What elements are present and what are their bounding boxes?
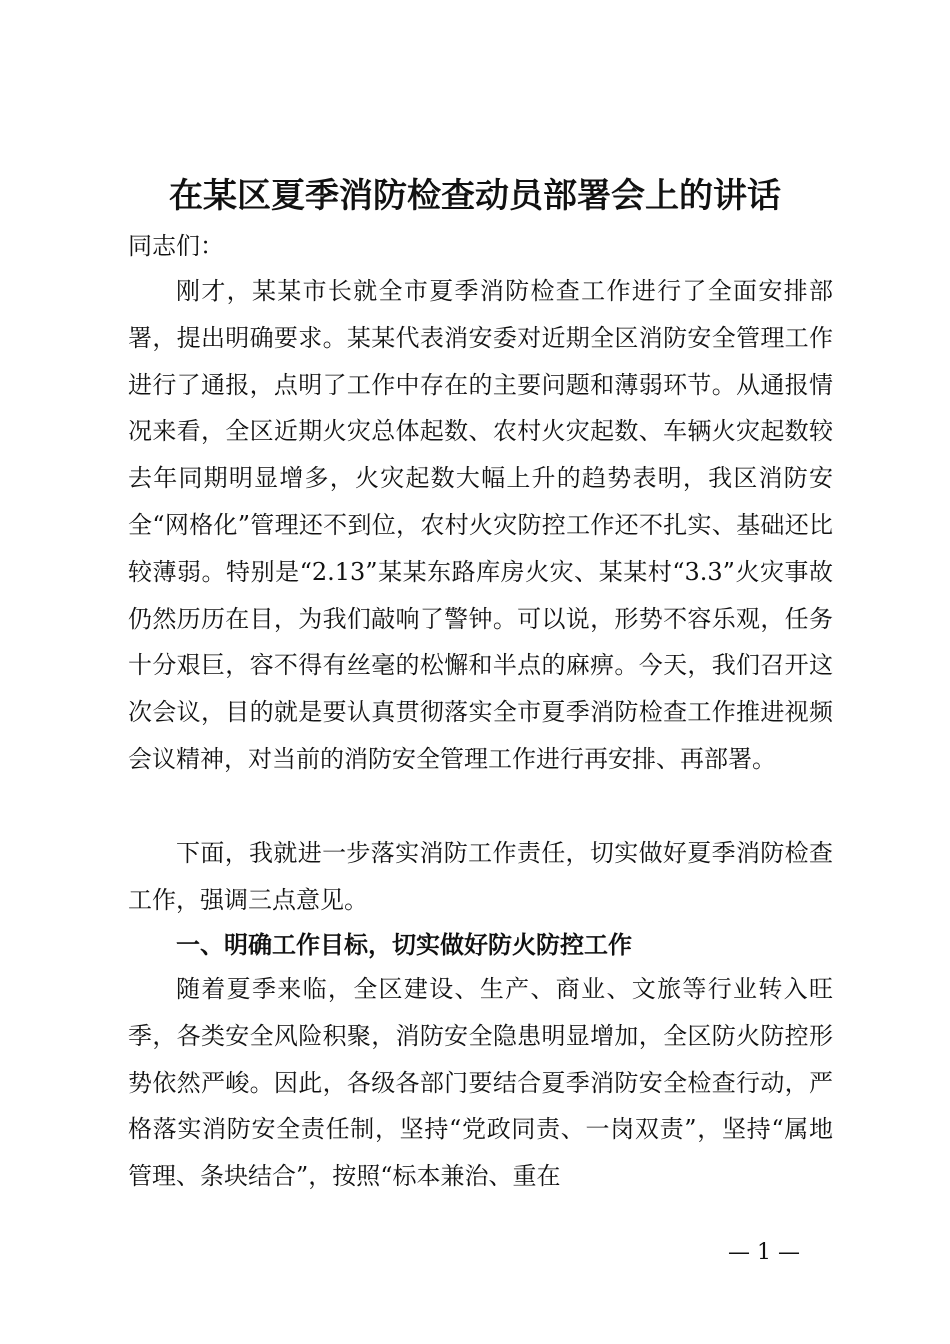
body-paragraph bbox=[128, 966, 833, 1200]
page-number: — 1 — bbox=[728, 1240, 800, 1265]
paragraph-text: 下面，我就进一步落实消防工作责任，切实做好夏季消防检查工作，强调三点意见。 bbox=[128, 839, 833, 914]
salutation: 同志们： bbox=[128, 232, 224, 260]
paragraph-text: 随着夏季来临，全区建设、生产、商业、文旅等行业转入旺季，各类安全风险积聚，消防安全隐患明显增加，全区防火防控形势依然严峻。因此，各级各部门要结合夏季消防安全检查行动，严格落实消防安全责任制，坚持“党政同责、一岗双责”，坚持“属地管理、条块结合”，按照“标本兼治、重在 bbox=[128, 975, 833, 1191]
body-paragraph bbox=[128, 830, 833, 924]
document-title: 在某区夏季消防检查动员部署会上的讲话 bbox=[169, 176, 781, 216]
section-heading: 一、明确工作目标，切实做好防火防控工作 bbox=[176, 931, 632, 959]
paragraph-text: 刚才，某某市长就全市夏季消防检查工作进行了全面安排部署，提出明确要求。某某代表消安委对近期全区消防安全管理工作进行了通报，点明了工作中存在的主要问题和薄弱环节。从通报情况来看，全区近期火灾总体起数、农村火灾起数、车辆火灾起数较去年同期明显增多，火灾起数大幅上升的趋势表明，我区消防安全“网格化”管理还不到位，农村火灾防控工作还不扎实、基础还比较薄弱。特别是“2.13”某某东路库房火灾、某某村“3.3”火灾事故仍然历历在目，为我们敲响了警钟。可以说，形势不容乐观，任务十分艰巨，容不得有丝毫的松懈和半点的麻痹。今天，我们召开这次会议，目的就是要认真贯彻落实全市夏季消防检查工作推进视频会议精神，对当前的消防安全管理工作进行再安排、再部署。 bbox=[128, 277, 833, 773]
body-paragraph bbox=[128, 268, 833, 783]
